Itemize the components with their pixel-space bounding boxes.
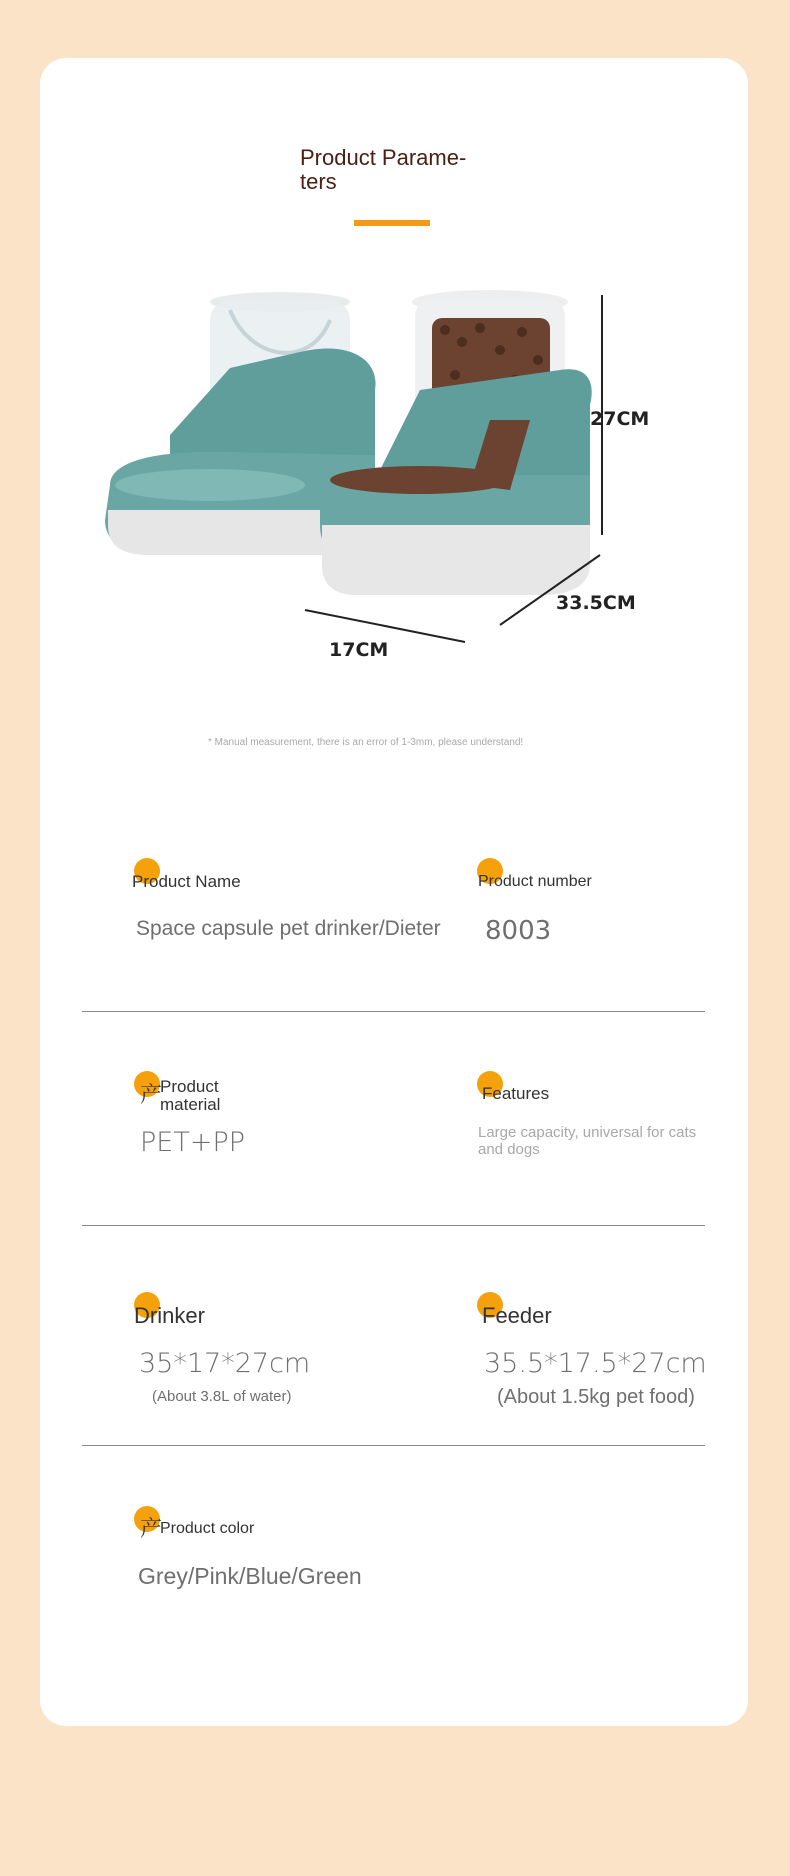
width-dimension-label: 17CM (329, 639, 389, 661)
product-color-label: Product color (160, 1520, 255, 1537)
product-name-value: Space capsule pet drinker/Dieter (136, 917, 441, 940)
feeder-capacity: (About 1.5kg pet food) (497, 1386, 695, 1408)
height-dimension-label: 27CM (590, 408, 650, 430)
divider (82, 1011, 705, 1012)
features-label: Features (482, 1084, 550, 1103)
drinker-dimensions: 35*17*27cm (139, 1348, 311, 1379)
product-glyph: 产 (140, 1517, 163, 1542)
drinker-label: Drinker (134, 1303, 205, 1328)
drinker-capacity: (About 3.8L of water) (152, 1388, 292, 1405)
product-number-value: 8003 (485, 916, 552, 946)
measurement-note: * Manual measurement, there is an error of 1-3mm, please understand! (208, 737, 524, 748)
product-number-label: Product number (478, 873, 592, 890)
product-material-label: Product material (160, 1077, 221, 1114)
product-material-value: PET+PP (140, 1127, 246, 1158)
feeder-label: Feeder (482, 1303, 552, 1328)
feeder-dimensions: 35.5*17.5*27cm (484, 1348, 707, 1379)
depth-dimension-label: 33.5CM (556, 592, 636, 614)
page-title: Product Parame- ters (300, 145, 467, 194)
divider (82, 1225, 705, 1226)
product-name-label: Product Name (132, 872, 241, 891)
product-color-value: Grey/Pink/Blue/Green (138, 1563, 362, 1589)
features-value: Large capacity, universal for cats and dogs (478, 1124, 697, 1158)
divider (82, 1445, 705, 1446)
product-glyph: 产 (140, 1083, 163, 1108)
title-underline (354, 220, 430, 226)
product-image (90, 280, 710, 680)
